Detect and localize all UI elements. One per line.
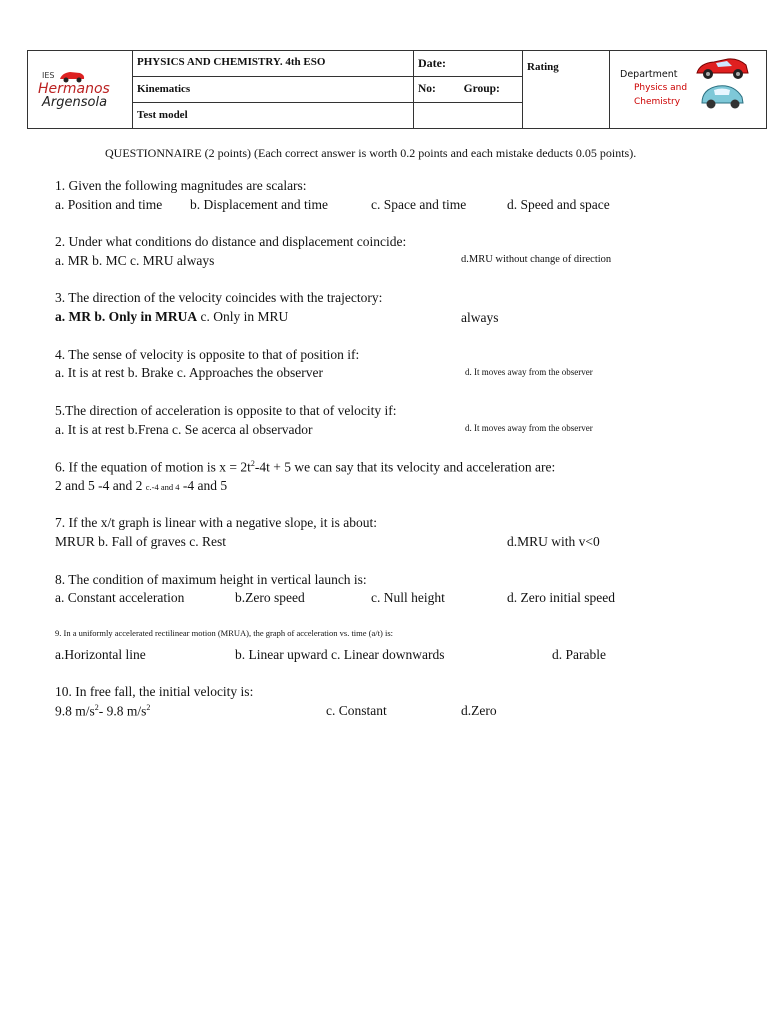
question-4: 4. The sense of velocity is opposite to that of position if:: [55, 347, 360, 362]
department-line-3: Chemistry: [634, 97, 681, 107]
question-1: 1. Given the following magnitudes are scalars:: [55, 178, 307, 193]
q10-option-d: d.Zero: [461, 703, 497, 718]
q7-options-abc: MRUR b. Fall of graves c. Rest: [55, 534, 226, 549]
q8-option-b: b.Zero speed: [235, 590, 305, 605]
logo-ies: IES: [42, 71, 55, 80]
red-car-icon: [694, 55, 750, 81]
date-label: Date:: [418, 56, 446, 70]
q3-options: [55, 309, 288, 325]
test-model-label: Test model: [137, 109, 188, 121]
q6-answers-a: 2 and 5 -4 and 2: [55, 478, 146, 493]
number-group-cell: [414, 77, 523, 103]
q10-ab-a: 9.8 m/s: [55, 703, 95, 719]
q4-options-abc: a. It is at rest b. Brake c. Approaches the observer: [55, 365, 324, 380]
q3-options-ab: a. MR b. Only in MRUA: [55, 309, 198, 324]
subject-cell: [133, 51, 414, 77]
empty-cell: [414, 103, 523, 129]
q4-option-d: d. It moves away from the observer: [465, 367, 593, 377]
q6-answers-b: -4 and 5: [179, 478, 228, 493]
q6-answer-small: c.-4 and 4: [145, 482, 180, 492]
q6-answers: [55, 478, 227, 494]
blue-car-icon: [698, 81, 746, 111]
q1-option-c: c. Space and time: [371, 197, 467, 212]
q10-sup-2: 2: [146, 703, 151, 712]
school-logo: [28, 51, 133, 129]
question-2: 2. Under what conditions do distance and displacement coincide:: [55, 234, 407, 249]
question-7: 7. If the x/t graph is linear with a negative slope, it is about:: [55, 515, 378, 530]
questionnaire-intro: QUESTIONNAIRE (2 points) (Each correct answer is worth 0.2 points and each mistake deducts 0.05 points).: [105, 146, 637, 160]
logo-name-2: Argensola: [42, 95, 108, 110]
subject-title: PHYSICS AND CHEMISTRY. 4th ESO: [137, 56, 326, 68]
department-line-1: Department: [620, 69, 678, 80]
q3-option-c: c. Only in MRU: [197, 309, 289, 324]
test-model-cell: [133, 103, 414, 129]
q6-text-b: -4t + 5 we can say that its velocity and acceleration are:: [254, 459, 556, 475]
q6-superscript: 2: [250, 459, 255, 468]
q8-option-d: d. Zero initial speed: [507, 590, 615, 605]
question-9: 9. In a uniformly accelerated rectilinear motion (MRUA), the graph of acceleration vs. time (a/t) is:: [55, 628, 393, 638]
q3-option-d: always: [461, 310, 499, 325]
q7-option-d: d.MRU with v<0: [507, 534, 600, 549]
q8-option-a: a. Constant acceleration: [55, 590, 185, 605]
q2-option-d: d.MRU without change of direction: [461, 254, 612, 265]
question-3: 3. The direction of the velocity coincides with the trajectory:: [55, 290, 383, 305]
topic-cell: [133, 77, 414, 103]
number-label: No:: [418, 83, 436, 95]
date-cell: [414, 51, 523, 77]
header-table: [27, 50, 767, 128]
logo-name-1: Hermanos: [38, 81, 110, 97]
q5-option-d: d. It moves away from the observer: [465, 423, 593, 433]
q10-sup-1: 2: [94, 703, 99, 712]
q1-option-a: a. Position and time: [55, 197, 163, 212]
q2-options-abc: a. MR b. MC c. MRU always: [55, 253, 215, 268]
q5-options-abc: a. It is at rest b.Frena c. Se acerca al observador: [55, 422, 313, 437]
q1-option-d: d. Speed and space: [507, 197, 610, 212]
q8-option-c: c. Null height: [371, 590, 445, 605]
q9-option-d: d. Parable: [552, 647, 606, 662]
q9-option-a: a.Horizontal line: [55, 647, 146, 662]
q6-text-a: 6. If the equation of motion is x = 2t: [55, 459, 251, 475]
q1-option-b: b. Displacement and time: [190, 197, 328, 212]
q9-options-bc: b. Linear upward c. Linear downwards: [235, 647, 445, 662]
department-line-2: Physics and: [634, 83, 688, 93]
department-cell: [610, 51, 767, 129]
group-label: Group:: [463, 83, 500, 95]
question-5: 5.The direction of acceleration is opposite to that of velocity if:: [55, 403, 397, 418]
topic-label: Kinematics: [137, 83, 191, 95]
q10-option-c: c. Constant: [326, 703, 387, 718]
question-10: 10. In free fall, the initial velocity is:: [55, 684, 254, 699]
rating-label: Rating: [527, 61, 559, 73]
q10-ab-b: - 9.8 m/s: [98, 703, 147, 719]
rating-cell: [523, 51, 610, 129]
question-6: [55, 459, 555, 476]
q10-options-ab: [55, 703, 150, 720]
question-8: 8. The condition of maximum height in vertical launch is:: [55, 572, 367, 587]
